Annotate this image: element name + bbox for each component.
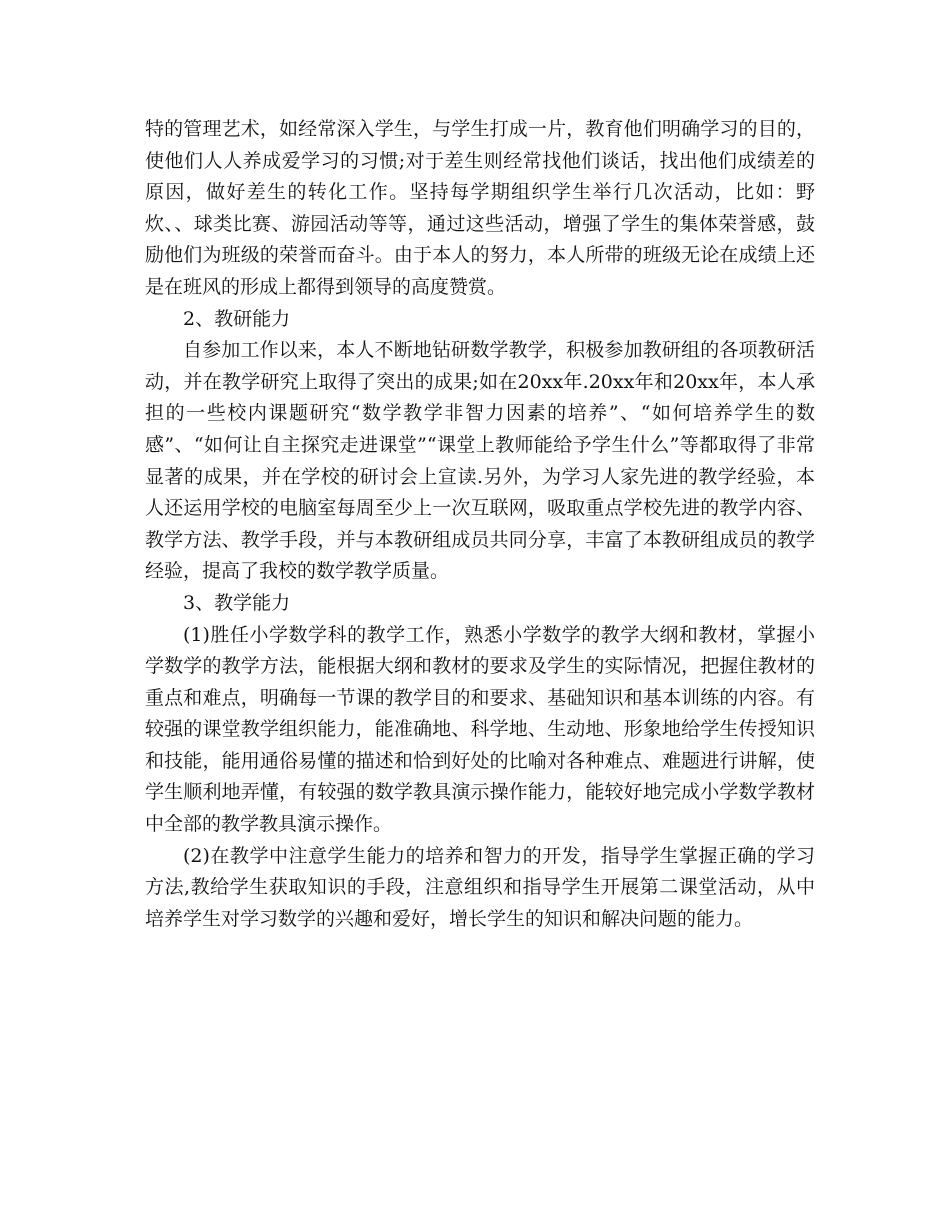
paragraph-teaching-ability-2: (2)在教学中注意学生能力的培养和智力的开发，指导学生掌握正确的学习方法,教给学生获取知识的手段，注意组织和指导学生开展第二课堂活动，从中培养学生对学习数学的兴趣和爱好，增长学生的知识和解决问题的能力。 [145, 844, 815, 930]
paragraph-teaching-ability-1: (1)胜任小学数学科的教学工作，熟悉小学数学的教学大纲和教材，掌握小学数学的教学方法，能根据大纲和教材的要求及学生的实际情况，把握住教材的重点和难点，明确每一节课的教学目的和要求、基础知识和基本训练的内容。有较强的课堂教学组织能力，能准确地、科学地、生动地、形象地给学生传授知识和技能，能用通俗易懂的描述和恰到好处的比喻对各种难点、难题进行讲解，使学生顺利地弄懂，有较强的数学教具演示操作能力，能较好地完成小学数学教材中全部的教学教具演示操作。 [145, 623, 815, 836]
paragraph-research-ability: 自参加工作以来，本人不断地钻研数学教学，积极参加教研组的各项教研活动，并在教学研究上取得了突出的成果;如在20xx年.20xx年和20xx年，本人承担的一些校内课题研究“数学教学非智力因素的培养”、“如何培养学生的数感”、“如何让自主探究走进课堂”“课堂上教师能给予学生什么”等都取得了非常显著的成果，并在学校的研讨会上宣读.另外，为学习人家先进的教学经验，本人还运用学校的电脑室每周至少上一次互联网，吸取重点学校先进的教学内容、教学方法、教学手段，并与本教研组成员共同分享，丰富了本教研组成员的教学经验，提高了我校的数学教学质量。 [145, 339, 815, 583]
heading-teaching-ability: 3、教学能力 [183, 591, 291, 614]
paragraph-class-management: 特的管理艺术，如经常深入学生，与学生打成一片，教育他们明确学习的目的，使他们人人养成爱学习的习惯;对于差生则经常找他们谈话，找出他们成绩差的原因，做好差生的转化工作。坚持每学期组织学生举行几次活动，比如：野炊、、球类比赛、游园活动等等，通过这些活动，增强了学生的集体荣誉感，鼓励他们为班级的荣誉而奋斗。由于本人的努力，本人所带的班级无论在成绩上还是在班风的形成上都得到领导的高度赞赏。 [145, 118, 815, 298]
document-body [145, 114, 815, 935]
heading-research-ability: 2、教研能力 [183, 307, 291, 330]
